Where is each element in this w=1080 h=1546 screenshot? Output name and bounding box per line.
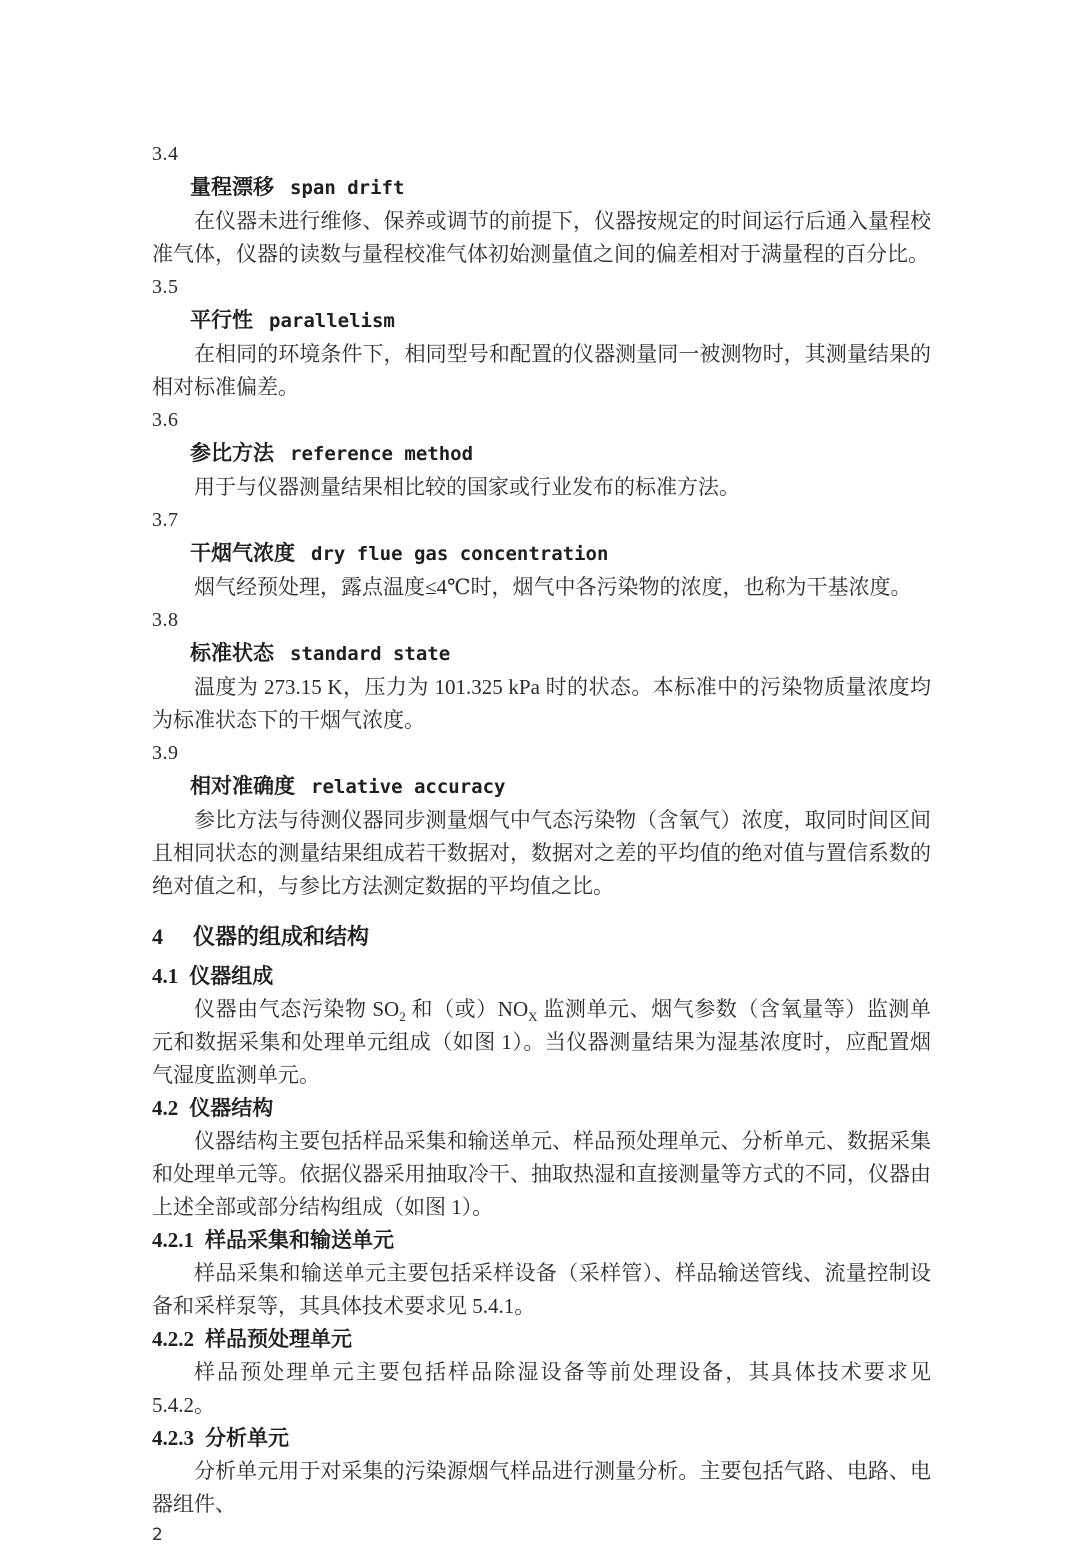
term-heading-relative-accuracy bbox=[152, 770, 931, 804]
section-number: 4.1 bbox=[152, 964, 179, 988]
section-title: 仪器结构 bbox=[189, 1097, 274, 1120]
clause-number-3-4: 3.4 bbox=[152, 143, 179, 165]
definition-paragraph: 在仪器未进行维修、保养或调节的前提下，仪器按规定的时间运行后通入量程校准气体，仪器的读数与量程校准气体初始测量值之间的偏差相对于满量程的百分比。 bbox=[152, 209, 931, 266]
term-heading-span-drift bbox=[152, 171, 931, 205]
definition-paragraph: 烟气经预处理，露点温度≤4℃时，烟气中各污染物的浓度，也称为干基浓度。 bbox=[194, 575, 912, 599]
term-en: parallelism bbox=[269, 310, 395, 332]
section-title: 样品采集和输送单元 bbox=[205, 1229, 394, 1252]
term-heading-standard-state bbox=[152, 637, 931, 671]
term-heading-parallelism bbox=[152, 304, 931, 338]
subscript: X bbox=[528, 1009, 538, 1025]
subsection-heading-4-2-2 bbox=[152, 1323, 931, 1356]
body-paragraph: 样品采集和输送单元主要包括采样设备（采样管）、样品输送管线、流量控制设备和采样泵等，其具体技术要求见 5.4.1。 bbox=[152, 1261, 931, 1318]
term-heading-reference-method bbox=[152, 437, 931, 471]
subsection-heading-4-1 bbox=[152, 960, 931, 993]
body-paragraph: 仪器结构主要包括样品采集和输送单元、样品预处理单元、分析单元、数据采集和处理单元等。依据仪器采用抽取冷干、抽取热湿和直接测量等方式的不同，仪器由上述全部或部分结构组成（如图 1）。 bbox=[152, 1129, 931, 1219]
section-title: 仪器的组成和结构 bbox=[193, 924, 370, 949]
body-paragraph: 样品预处理单元主要包括样品除湿设备等前处理设备，其具体技术要求见 5.4.2。 bbox=[152, 1360, 931, 1417]
body-paragraph: 分析单元用于对采集的污染源烟气样品进行测量分析。主要包括气路、电路、电器组件、 bbox=[152, 1459, 931, 1516]
document-page bbox=[152, 138, 931, 1546]
term-en: reference method bbox=[290, 443, 474, 465]
definition-paragraph: 用于与仪器测量结果相比较的国家或行业发布的标准方法。 bbox=[194, 475, 740, 499]
section-number: 4.2.2 bbox=[152, 1327, 194, 1351]
definition-paragraph: 参比方法与待测仪器同步测量烟气中气态污染物（含氧气）浓度，取同时间区间且相同状态的测量结果组成若干数据对，数据对之差的平均值的绝对值与置信系数的绝对值之和，与参比方法测定数据的平均值之比。 bbox=[152, 808, 931, 898]
section-title: 样品预处理单元 bbox=[205, 1328, 352, 1351]
term-en: relative accuracy bbox=[311, 776, 506, 798]
page-number: 2 bbox=[152, 1525, 163, 1545]
clause-number-3-8: 3.8 bbox=[152, 609, 179, 631]
section-number: 4.2.3 bbox=[152, 1426, 194, 1450]
term-en: standard state bbox=[290, 643, 451, 665]
subsection-heading-4-2-1 bbox=[152, 1224, 931, 1257]
term-en: dry flue gas concentration bbox=[311, 543, 609, 565]
term-zh: 标准状态 bbox=[190, 642, 274, 665]
term-zh: 参比方法 bbox=[190, 442, 274, 465]
definition-paragraph: 温度为 273.15 K，压力为 101.325 kPa 时的状态。本标准中的污染物质量浓度均为标准状态下的干烟气浓度。 bbox=[152, 675, 931, 732]
term-heading-dry-flue-gas bbox=[152, 537, 931, 571]
section-title: 仪器组成 bbox=[189, 965, 274, 988]
section-heading-4 bbox=[152, 920, 931, 953]
term-en: span drift bbox=[290, 177, 405, 199]
section-number: 4.2.1 bbox=[152, 1228, 194, 1252]
clause-number-3-6: 3.6 bbox=[152, 409, 179, 431]
body-paragraph: 仪器由气态污染物 $SO_2$ 和（或）$NO_X$ 监测单元、烟气参数（含氧量等）监测单元和数据采集和处理单元组成（如图 1）。当仪器测量结果为湿基浓度时，应配置烟气湿度监测单元。 bbox=[152, 997, 931, 1087]
subscript: 2 bbox=[399, 1009, 406, 1025]
subsection-heading-4-2-3 bbox=[152, 1422, 931, 1455]
clause-number-3-9: 3.9 bbox=[152, 742, 179, 764]
clause-number-3-5: 3.5 bbox=[152, 276, 179, 298]
term-zh: 相对准确度 bbox=[190, 775, 295, 798]
term-zh: 量程漂移 bbox=[190, 176, 274, 199]
clause-number-3-7: 3.7 bbox=[152, 509, 179, 531]
definition-paragraph: 在相同的环境条件下，相同型号和配置的仪器测量同一被测物时，其测量结果的相对标准偏差。 bbox=[152, 342, 931, 399]
term-zh: 干烟气浓度 bbox=[190, 542, 295, 565]
section-number: 4 bbox=[152, 924, 163, 949]
section-title: 分析单元 bbox=[205, 1427, 289, 1450]
section-number: 4.2 bbox=[152, 1096, 179, 1120]
term-zh: 平行性 bbox=[190, 309, 253, 332]
subsection-heading-4-2 bbox=[152, 1092, 931, 1125]
